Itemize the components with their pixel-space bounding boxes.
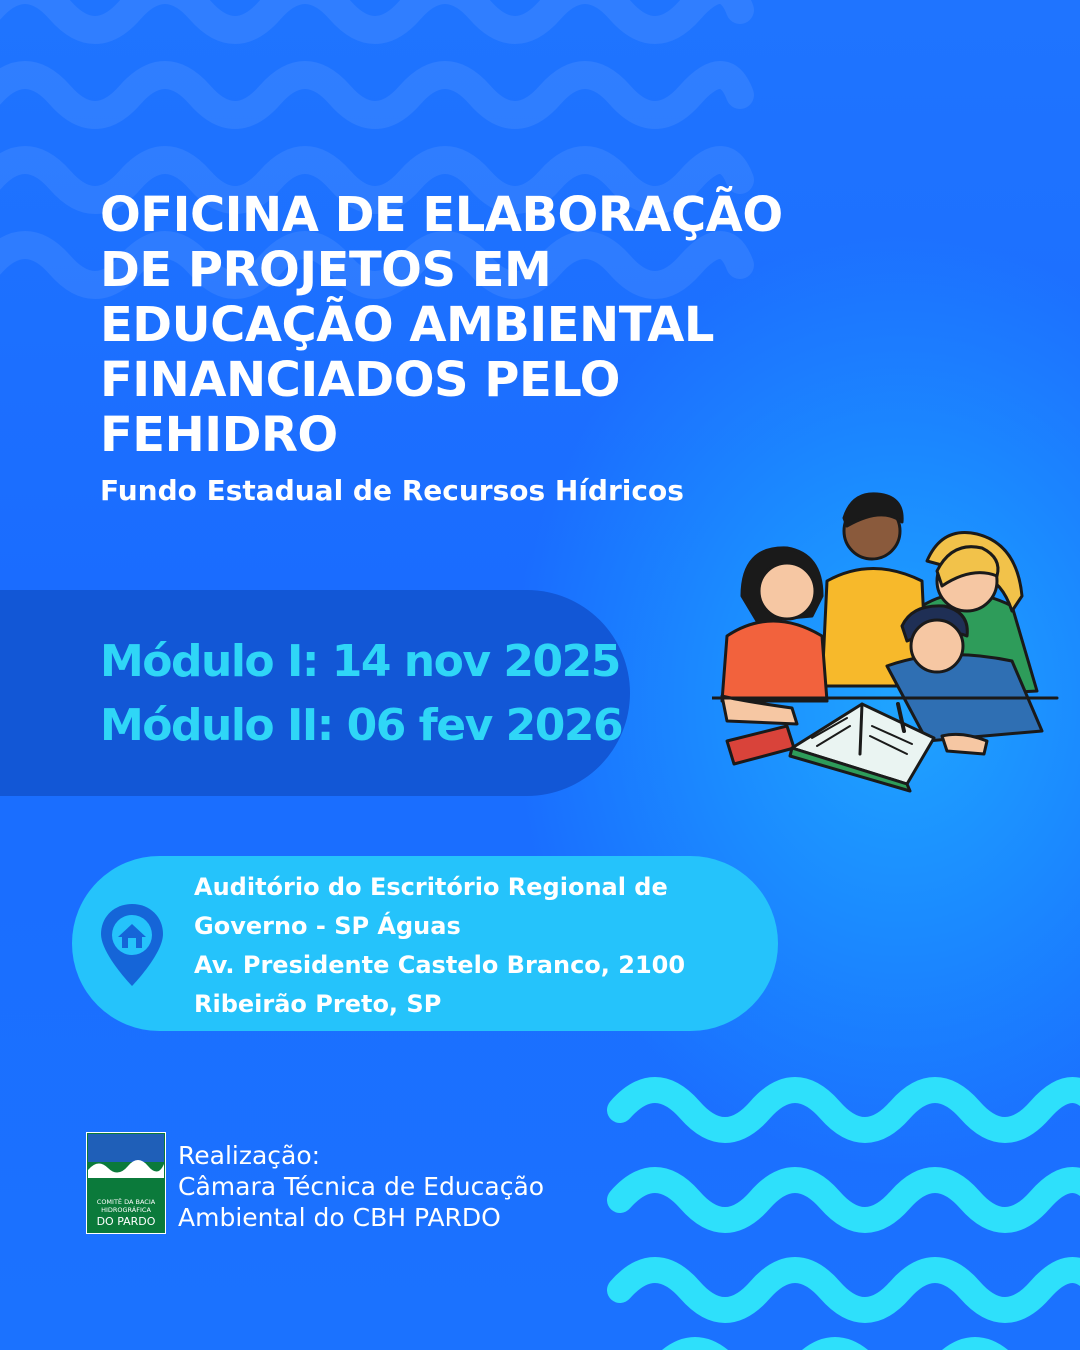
event-title	[100, 188, 860, 463]
cbh-pardo-logo	[86, 1132, 166, 1234]
module-1-date: Módulo I: 14 nov 2025	[100, 636, 620, 687]
module-2-date: Módulo II: 06 fev 2026	[100, 700, 623, 751]
address-line: Governo - SP Águas	[194, 912, 461, 940]
logo-text-line: HIDROGRÁFICA	[101, 1206, 151, 1214]
event-subtitle: Fundo Estadual de Recursos Hídricos	[100, 474, 684, 507]
title-line: EDUCAÇÃO AMBIENTAL	[100, 297, 714, 353]
credits-line: Câmara Técnica de Educação	[178, 1172, 545, 1201]
credits	[178, 1140, 544, 1233]
title-line: DE PROJETOS EM	[100, 242, 552, 298]
title-line: FEHIDRO	[100, 407, 338, 463]
students-studying-illustration	[712, 486, 1062, 796]
address-line: Ribeirão Preto, SP	[194, 990, 442, 1018]
title-line: FINANCIADOS PELO	[100, 352, 620, 408]
credits-line: Realização:	[178, 1141, 321, 1170]
logo-text-line: COMITÊ DA BACIA	[96, 1198, 156, 1206]
address-line: Av. Presidente Castelo Branco, 2100	[194, 951, 686, 979]
location-pin-house-icon	[98, 902, 166, 988]
dates-band	[0, 590, 630, 796]
bottom-waves-decoration	[600, 1050, 1080, 1350]
credits-line: Ambiental do CBH PARDO	[178, 1203, 501, 1232]
location-address	[194, 868, 685, 1024]
logo-text-line: DO PARDO	[96, 1215, 156, 1228]
title-line: OFICINA DE ELABORAÇÃO	[100, 187, 783, 243]
address-line: Auditório do Escritório Regional de	[194, 873, 668, 901]
